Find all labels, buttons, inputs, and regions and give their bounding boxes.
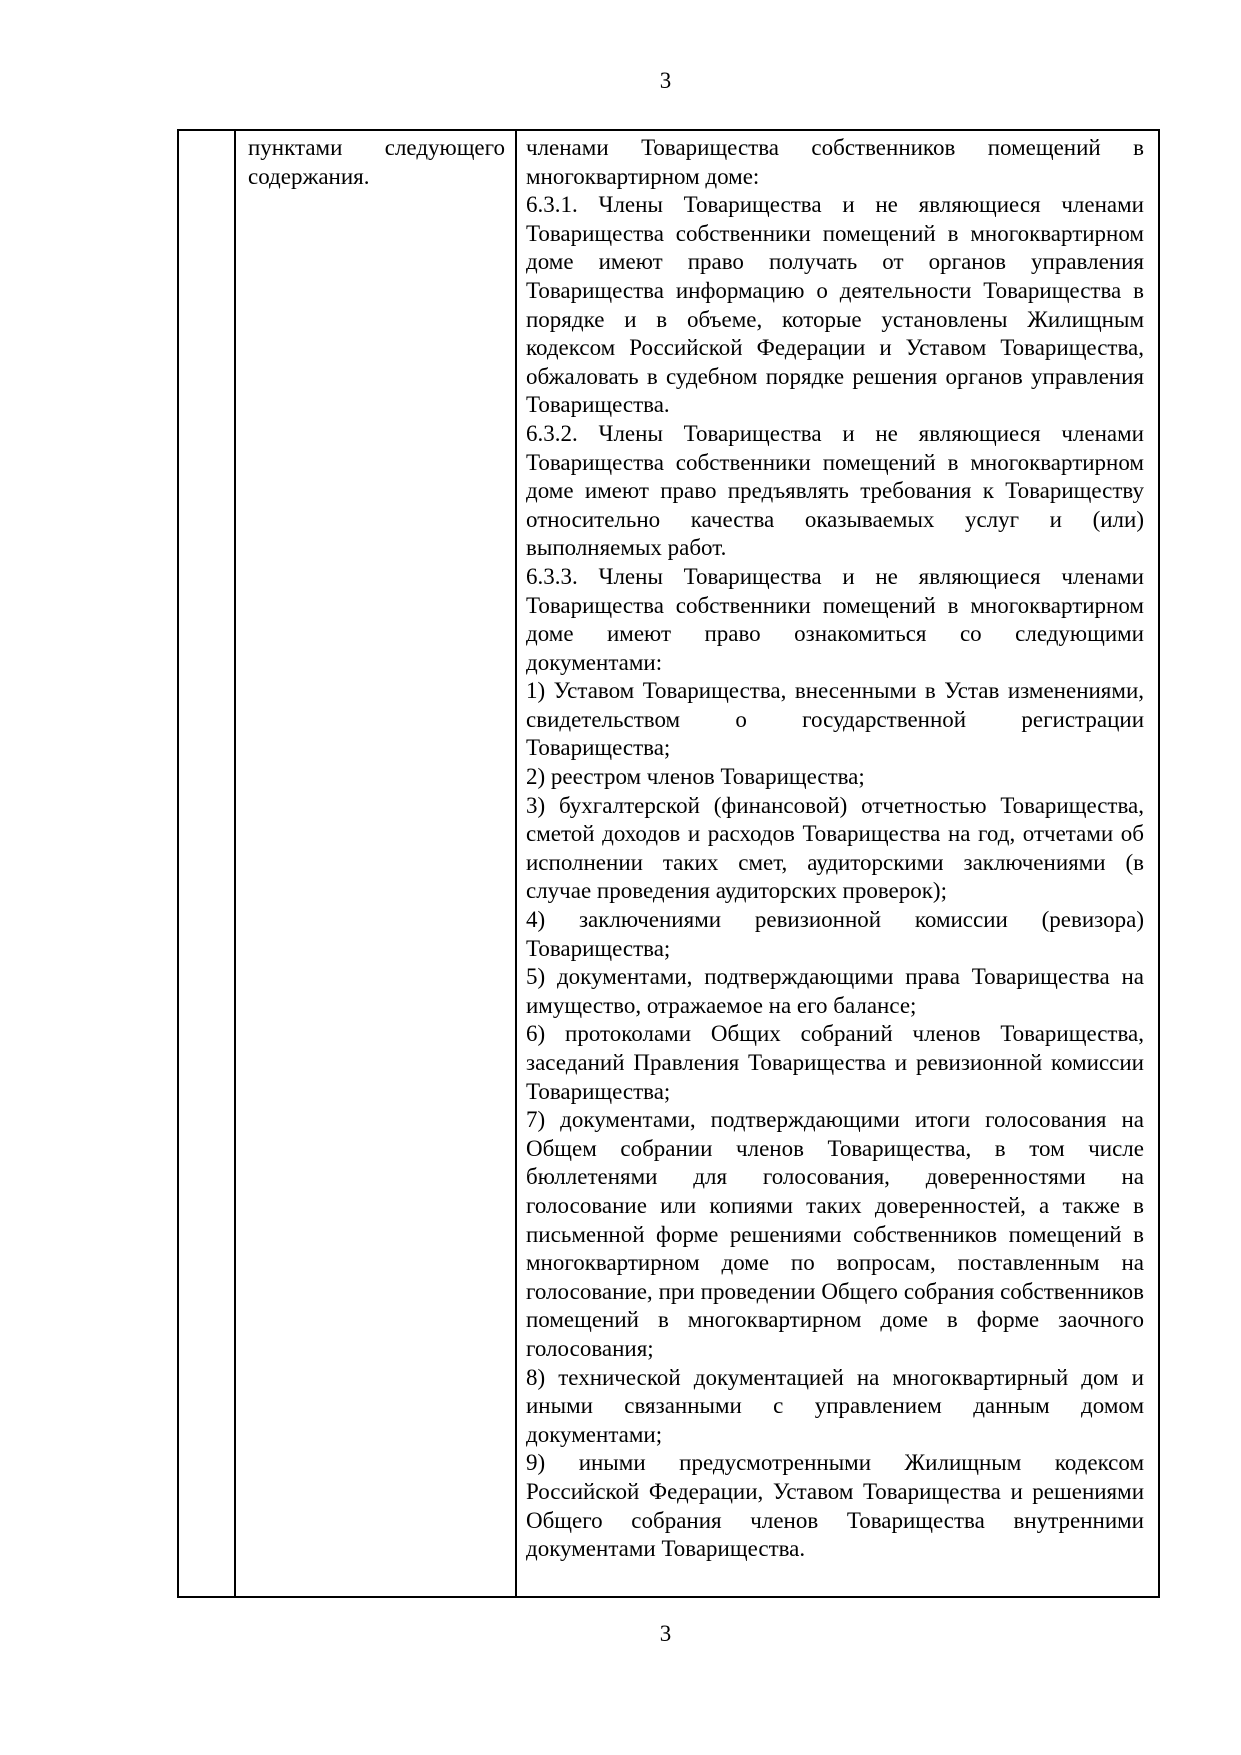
content-paragraph: 1) Уставом Товарищества, внесенными в Устав изменениями, свидетельством о государственной регистрации Товарищества; xyxy=(526,678,1144,761)
cell-amendment-content xyxy=(516,130,1159,1597)
content-paragraph: 6.3.1. Члены Товарищества и не являющиеся членами Товарищества собственники помещений в многоквартирном доме имеют право получать от органов управления Товарищества информацию о деятельности Товарищества в порядке и в объеме, которые установлены Жилищным кодексом Российской Федерации и Уставом Товарищества, обжаловать в судебном порядке решения органов управления Товарищества. xyxy=(526,192,1144,418)
content-paragraph: 6) протоколами Общих собраний членов Товарищества, заседаний Правления Товарищества и ревизионной комиссии Товарищества; xyxy=(526,1021,1144,1104)
content-paragraph: 9) иными предусмотренными Жилищным кодексом Российской Федерации, Уставом Товарищества и решениями Общего собрания членов Товарищества внутренними документами Товарищества. xyxy=(526,1450,1144,1562)
content-paragraph: 3) бухгалтерской (финансовой) отчетностью Товарищества, сметой доходов и расходов Товарищества на год, отчетами об исполнении таких смет, аудиторскими заключениями (в случае проведения аудиторских проверок); xyxy=(526,792,1144,904)
cell-amendment-intro xyxy=(235,130,516,1597)
content-paragraph: 5) документами, подтверждающими права Товарищества на имущество, отражаемое на его балансе; xyxy=(526,964,1144,1018)
page-number-bottom: 3 xyxy=(659,1621,672,1646)
content-paragraph: 4) заключениями ревизионной комиссии (ревизора) Товарищества; xyxy=(526,907,1144,961)
table-row xyxy=(178,130,1159,1597)
content-paragraph: 7) документами, подтверждающими итоги голосования на Общем собрании членов Товарищества, в том числе бюллетенями для голосования, доверенностями на голосование или копиями таких доверенностей, а также в письменной форме решениями собственников помещений в многоквартирном доме по вопросам, поставленным на голосование, при проведении Общего собрания собственников помещений в многоквартирном доме в форме заочного голосования; xyxy=(526,1107,1144,1361)
amendments-table xyxy=(177,129,1160,1598)
page-number-top: 3 xyxy=(659,68,672,93)
content-paragraphs xyxy=(517,131,1158,1564)
content-paragraph: членами Товарищества собственников помещений в многоквартирном доме: xyxy=(526,135,1144,189)
content-paragraph: 6.3.2. Члены Товарищества и не являющиеся членами Товарищества собственники помещений в многоквартирном доме имеют право предъявлять требования к Товариществу относительно качества оказываемых услуг и (или) выполняемых работ. xyxy=(526,420,1144,561)
cell-item-number-empty xyxy=(178,130,235,1597)
content-paragraph: 8) технической документацией на многоквартирный дом и иными связанными с управлением данным домом документами; xyxy=(526,1364,1144,1447)
content-paragraph: 6.3.3. Члены Товарищества и не являющиеся членами Товарищества собственники помещений в многоквартирном доме имеют право ознакомиться со следующими документами: xyxy=(526,563,1144,675)
content-paragraph: 2) реестром членов Товарищества; xyxy=(526,764,865,790)
intro-text: пунктами следующего содержания. xyxy=(248,135,505,189)
